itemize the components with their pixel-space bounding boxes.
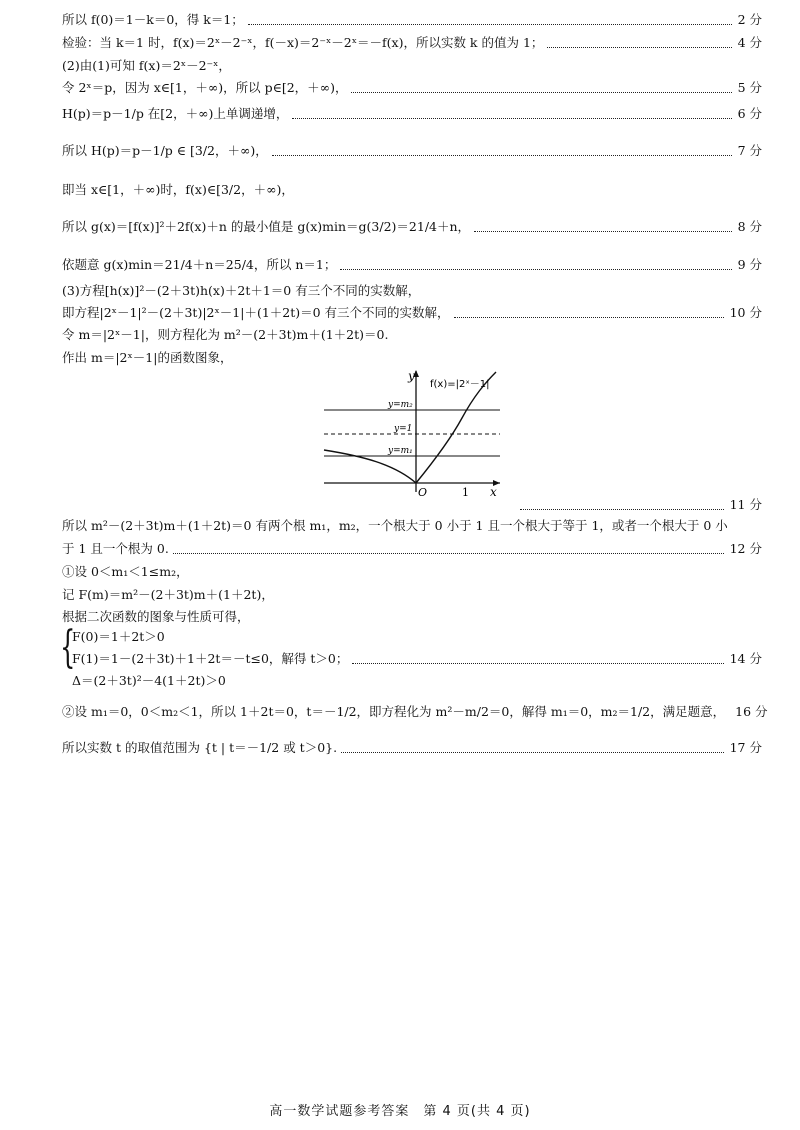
line-text: Δ＝(2＋3t)²－4(1＋2t)＞0 (72, 673, 226, 688)
answer-line (62, 305, 762, 321)
leader-dots (340, 261, 731, 270)
line-text: 于 1 且一个根为 0. (62, 541, 169, 556)
leader-dots (520, 501, 724, 510)
answer-line (62, 541, 762, 557)
line-text: 令 m＝|2ˣ－1|，则方程化为 m²－(2＋3t)m＋(1＋2t)＝0. (62, 327, 389, 342)
score-label: 17 分 (729, 740, 762, 755)
score-label: 8 分 (737, 219, 762, 234)
score-label: 7 分 (737, 143, 762, 158)
leader-dots (173, 545, 724, 554)
line-text: ①设 0＜m₁＜1≤m₂， (62, 564, 189, 579)
answer-line (62, 106, 762, 122)
leader-dots (547, 39, 731, 48)
answer-line (516, 497, 762, 513)
line-text: (2)由(1)可知 f(x)＝2ˣ－2⁻ˣ， (62, 58, 231, 73)
answer-line (62, 12, 762, 28)
line-text: F(0)＝1＋2t＞0 (72, 629, 165, 644)
leader-dots (352, 655, 723, 664)
line-text: 记 F(m)＝m²－(2＋3t)m＋(1＋2t)， (62, 587, 274, 602)
label-1: y=1 (394, 424, 413, 434)
x-axis-label: x (490, 485, 497, 496)
line-text: ②设 m₁＝0，0＜m₂＜1，所以 1＋2t＝0，t＝－1/2，即方程化为 m²－m/2＝0，解得 m₁＝0，m₂＝1/2，满足题意， (62, 704, 726, 719)
score-label: 9 分 (737, 257, 762, 272)
line-text: H(p)＝p－1/p 在[2，＋∞)上单调递增， (62, 106, 289, 121)
line-text: (3)方程[h(x)]²－(2＋3t)h(x)＋2t＋1＝0 有三个不同的实数解， (62, 283, 421, 298)
answer-line (62, 740, 762, 756)
line-text: 所以 f(0)＝1－k＝0，得 k＝1； (62, 12, 244, 27)
y-axis-label: y (408, 369, 415, 383)
answer-line (62, 219, 762, 235)
x-tick-label: 1 (462, 486, 469, 496)
line-text: 作出 m＝|2ˣ－1|的函数图象， (62, 350, 233, 365)
line-text: 检验：当 k＝1 时，f(x)＝2ˣ－2⁻ˣ，f(－x)＝2⁻ˣ－2ˣ＝－f(x)，所以实数 k 的值为 1； (62, 35, 544, 50)
leader-dots (248, 16, 732, 25)
score-label: 6 分 (737, 106, 762, 121)
answer-line (62, 80, 762, 96)
line-text: 依题意 g(x)min＝21/4＋n＝25/4，所以 n＝1； (62, 257, 337, 272)
leader-dots (474, 223, 732, 232)
line-text: 即当 x∈[1，＋∞)时，f(x)∈[3/2，＋∞)， (62, 182, 294, 197)
score-label: 12 分 (729, 541, 762, 556)
score-label: 10 分 (729, 305, 762, 320)
line-text: 所以 H(p)＝p－1/p ∈ [3/2，＋∞)， (62, 143, 268, 158)
leader-dots (351, 84, 731, 93)
page-footer: 高一数学试题参考答案 第 4 页(共 4 页) (269, 1104, 531, 1119)
score-label: 16 分 (735, 704, 768, 719)
label-m1: y=m₁ (388, 446, 413, 456)
score-label: 2 分 (737, 12, 762, 27)
line-text: 所以实数 t 的取值范围为 {t | t＝－1/2 或 t＞0}. (62, 740, 338, 755)
score-label: 5 分 (737, 80, 762, 95)
score-label: 11 分 (729, 497, 762, 512)
line-text: F(1)＝1－(2＋3t)＋1＋2t＝－t≤0，解得 t＞0； (72, 651, 349, 666)
answer-line (72, 651, 762, 667)
function-graph (322, 366, 512, 496)
answer-line (62, 257, 762, 273)
line-text: 所以 m²－(2＋3t)m＋(1＋2t)＝0 有两个根 m₁，m₂，一个根大于 0 小于 1 且一个根大于等于 1，或者一个根大于 0 小 (62, 518, 728, 533)
answer-line (62, 704, 768, 720)
line-text: 所以 g(x)＝[f(x)]²＋2f(x)＋n 的最小值是 g(x)min＝g(3/2)＝21/4＋n， (62, 219, 471, 234)
system-brace: { (60, 622, 76, 673)
label-m2: y=m₂ (388, 400, 413, 410)
leader-dots (292, 110, 731, 119)
origin-label: O (418, 486, 428, 496)
leader-dots (272, 147, 732, 156)
score-label: 14 分 (729, 651, 762, 666)
score-label: 4 分 (737, 35, 762, 50)
line-text: 根据二次函数的图象与性质可得， (62, 609, 250, 624)
line-text: 令 2ˣ＝p，因为 x∈[1，＋∞)，所以 p∈[2，＋∞)， (62, 80, 348, 95)
answer-line (62, 35, 762, 51)
function-label: f(x)=|2ˣ－1| (430, 379, 490, 390)
leader-dots (341, 744, 724, 753)
line-text: 即方程|2ˣ－1|²－(2＋3t)|2ˣ－1|＋(1＋2t)＝0 有三个不同的实数解， (62, 305, 450, 320)
leader-dots (454, 309, 724, 318)
answer-line (62, 143, 762, 159)
